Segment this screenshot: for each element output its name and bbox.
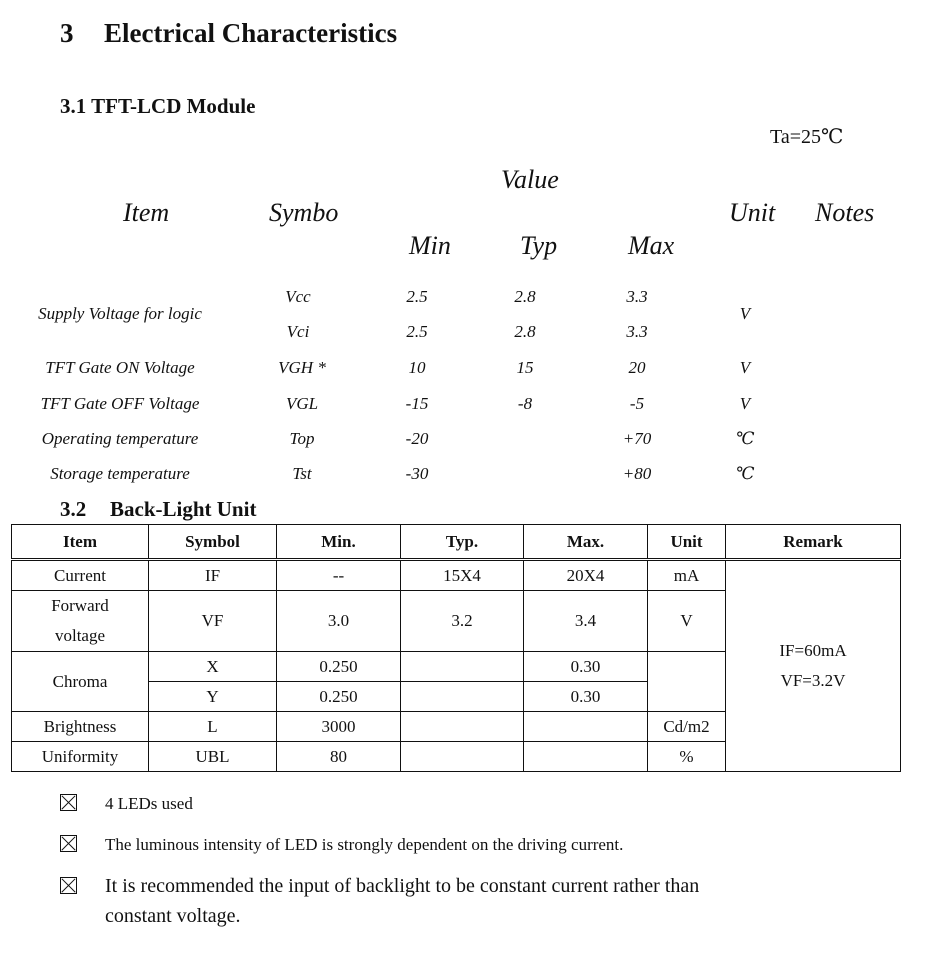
tft-row-vgh-typ: 15 xyxy=(516,358,534,377)
checkbox-crossed-icon xyxy=(60,877,77,894)
tft-row-vci-symbol: Vci xyxy=(286,322,310,341)
bl-chroma-y-typ xyxy=(401,682,524,712)
bl-chroma-x-typ xyxy=(401,652,524,682)
bl-uniformity-item: Uniformity xyxy=(12,742,149,772)
tft-row-vgl-item: TFT Gate OFF Voltage xyxy=(40,394,200,413)
note-item xyxy=(60,875,699,898)
bl-current-symbol: IF xyxy=(149,560,277,591)
tft-row-vcc-symbol: Vcc xyxy=(285,287,311,306)
bl-forward-item-line1: Forward xyxy=(51,596,109,615)
tft-row-vci-min: 2.5 xyxy=(406,322,428,341)
tft-row-vgh-unit: V xyxy=(739,358,751,377)
bl-remark-cell xyxy=(726,560,901,772)
tft-header-symbol: Symbo xyxy=(269,198,339,227)
bl-remark-line1: IF=60mA xyxy=(779,641,847,660)
bl-brightness-min: 3000 xyxy=(277,712,401,742)
tft-row-vgl-max: -5 xyxy=(629,394,645,413)
tft-header-max: Max xyxy=(628,231,675,260)
tft-row-top-max: +70 xyxy=(622,429,652,448)
tft-row-top-unit: ℃ xyxy=(735,429,755,448)
subsection-number: 3.2 xyxy=(60,497,87,521)
note-text: 4 LEDs used xyxy=(105,794,193,813)
bl-brightness-max xyxy=(524,712,648,742)
tft-row-vci-max: 3.3 xyxy=(626,322,648,341)
bl-forward-max: 3.4 xyxy=(524,591,648,652)
bl-brightness-symbol: L xyxy=(149,712,277,742)
table-row xyxy=(12,560,901,591)
bl-current-min: -- xyxy=(277,560,401,591)
bl-brightness-item: Brightness xyxy=(12,712,149,742)
tft-row-vgh-symbol: VGH * xyxy=(278,358,326,377)
bl-forward-typ: 3.2 xyxy=(401,591,524,652)
bl-chroma-item: Chroma xyxy=(12,652,149,712)
tft-header-unit: Unit xyxy=(729,198,776,227)
tft-row-vgl-symbol: VGL xyxy=(285,394,319,413)
tft-header-item: Item xyxy=(123,198,170,227)
tft-row-vci-typ: 2.8 xyxy=(514,322,536,341)
section-title: Electrical Characteristics xyxy=(104,18,398,48)
bl-forward-min: 3.0 xyxy=(277,591,401,652)
bl-current-max: 20X4 xyxy=(524,560,648,591)
tft-row-vcc-typ: 2.8 xyxy=(514,287,536,306)
section-number: 3 xyxy=(60,18,74,48)
tft-row-top-item: Operating temperature xyxy=(41,429,199,448)
tft-row-vcc-min: 2.5 xyxy=(406,287,428,306)
bl-header-symbol: Symbol xyxy=(149,525,277,560)
bl-chroma-y-max: 0.30 xyxy=(524,682,648,712)
bl-chroma-x-max: 0.30 xyxy=(524,652,648,682)
bl-brightness-unit: Cd/m2 xyxy=(648,712,726,742)
note-text-continuation: constant voltage. xyxy=(105,905,241,927)
tft-row-top-min: -20 xyxy=(405,429,429,448)
bl-header-remark: Remark xyxy=(726,525,901,560)
note-item xyxy=(60,835,623,855)
tft-header-typ: Typ xyxy=(520,231,558,260)
bl-forward-item-line2: voltage xyxy=(54,626,106,645)
bl-header-typ: Typ. xyxy=(401,525,524,560)
bl-chroma-x-min: 0.250 xyxy=(277,652,401,682)
bl-brightness-typ xyxy=(401,712,524,742)
section-heading xyxy=(60,18,397,49)
bl-header-item: Item xyxy=(12,525,149,560)
tft-row-tst-min: -30 xyxy=(405,464,429,483)
bl-forward-item xyxy=(12,591,149,652)
bl-forward-symbol: VF xyxy=(149,591,277,652)
bl-header-min: Min. xyxy=(277,525,401,560)
subsection-title-tft: 3.1 TFT-LCD Module xyxy=(60,94,256,118)
bl-header-unit: Unit xyxy=(648,525,726,560)
tft-header-min: Min xyxy=(409,231,451,260)
tft-row-supply-unit: V xyxy=(739,304,751,323)
subsection-title: Back-Light Unit xyxy=(110,497,257,521)
bl-chroma-x-symbol: X xyxy=(149,652,277,682)
bl-uniformity-unit: % xyxy=(648,742,726,772)
subsection-title-backlight xyxy=(60,497,256,522)
bl-chroma-unit xyxy=(648,652,726,712)
bl-chroma-y-min: 0.250 xyxy=(277,682,401,712)
tft-row-tst-item: Storage temperature xyxy=(50,464,190,483)
checkbox-crossed-icon xyxy=(60,794,77,811)
tft-row-tst-unit: ℃ xyxy=(735,464,755,483)
note-text: It is recommended the input of backlight to be constant current rather than xyxy=(105,875,700,897)
note-text: The luminous intensity of LED is strongly dependent on the driving current. xyxy=(105,835,624,854)
tft-row-vgh-min: 10 xyxy=(408,358,426,377)
bl-chroma-y-symbol: Y xyxy=(149,682,277,712)
tft-row-vcc-max: 3.3 xyxy=(626,287,648,306)
bl-uniformity-typ xyxy=(401,742,524,772)
bl-header-max: Max. xyxy=(524,525,648,560)
tft-header-value: Value xyxy=(501,165,559,194)
bl-current-typ: 15X4 xyxy=(401,560,524,591)
bl-current-item: Current xyxy=(12,560,149,591)
tft-row-top-symbol: Top xyxy=(289,429,315,448)
tft-row-supply-item: Supply Voltage for logic xyxy=(38,304,202,323)
ambient-condition: Ta=25℃ xyxy=(770,126,844,148)
tft-row-vgl-unit: V xyxy=(739,394,751,413)
note-item xyxy=(60,794,193,814)
bl-forward-unit: V xyxy=(648,591,726,652)
tft-row-tst-max: +80 xyxy=(622,464,652,483)
bl-remark-line2: VF=3.2V xyxy=(780,671,846,690)
bl-uniformity-max xyxy=(524,742,648,772)
tft-row-tst-symbol: Tst xyxy=(292,464,312,483)
tft-row-vgh-item: TFT Gate ON Voltage xyxy=(45,358,195,377)
tft-row-vgl-min: -15 xyxy=(405,394,429,413)
bl-uniformity-min: 80 xyxy=(277,742,401,772)
tft-header-notes: Notes xyxy=(815,198,875,227)
checkbox-crossed-icon xyxy=(60,835,77,852)
tft-row-vgh-max: 20 xyxy=(628,358,646,377)
bl-uniformity-symbol: UBL xyxy=(149,742,277,772)
backlight-header-row xyxy=(12,525,901,560)
backlight-table xyxy=(11,524,901,772)
tft-row-vgl-typ: -8 xyxy=(517,394,533,413)
bl-current-unit: mA xyxy=(648,560,726,591)
